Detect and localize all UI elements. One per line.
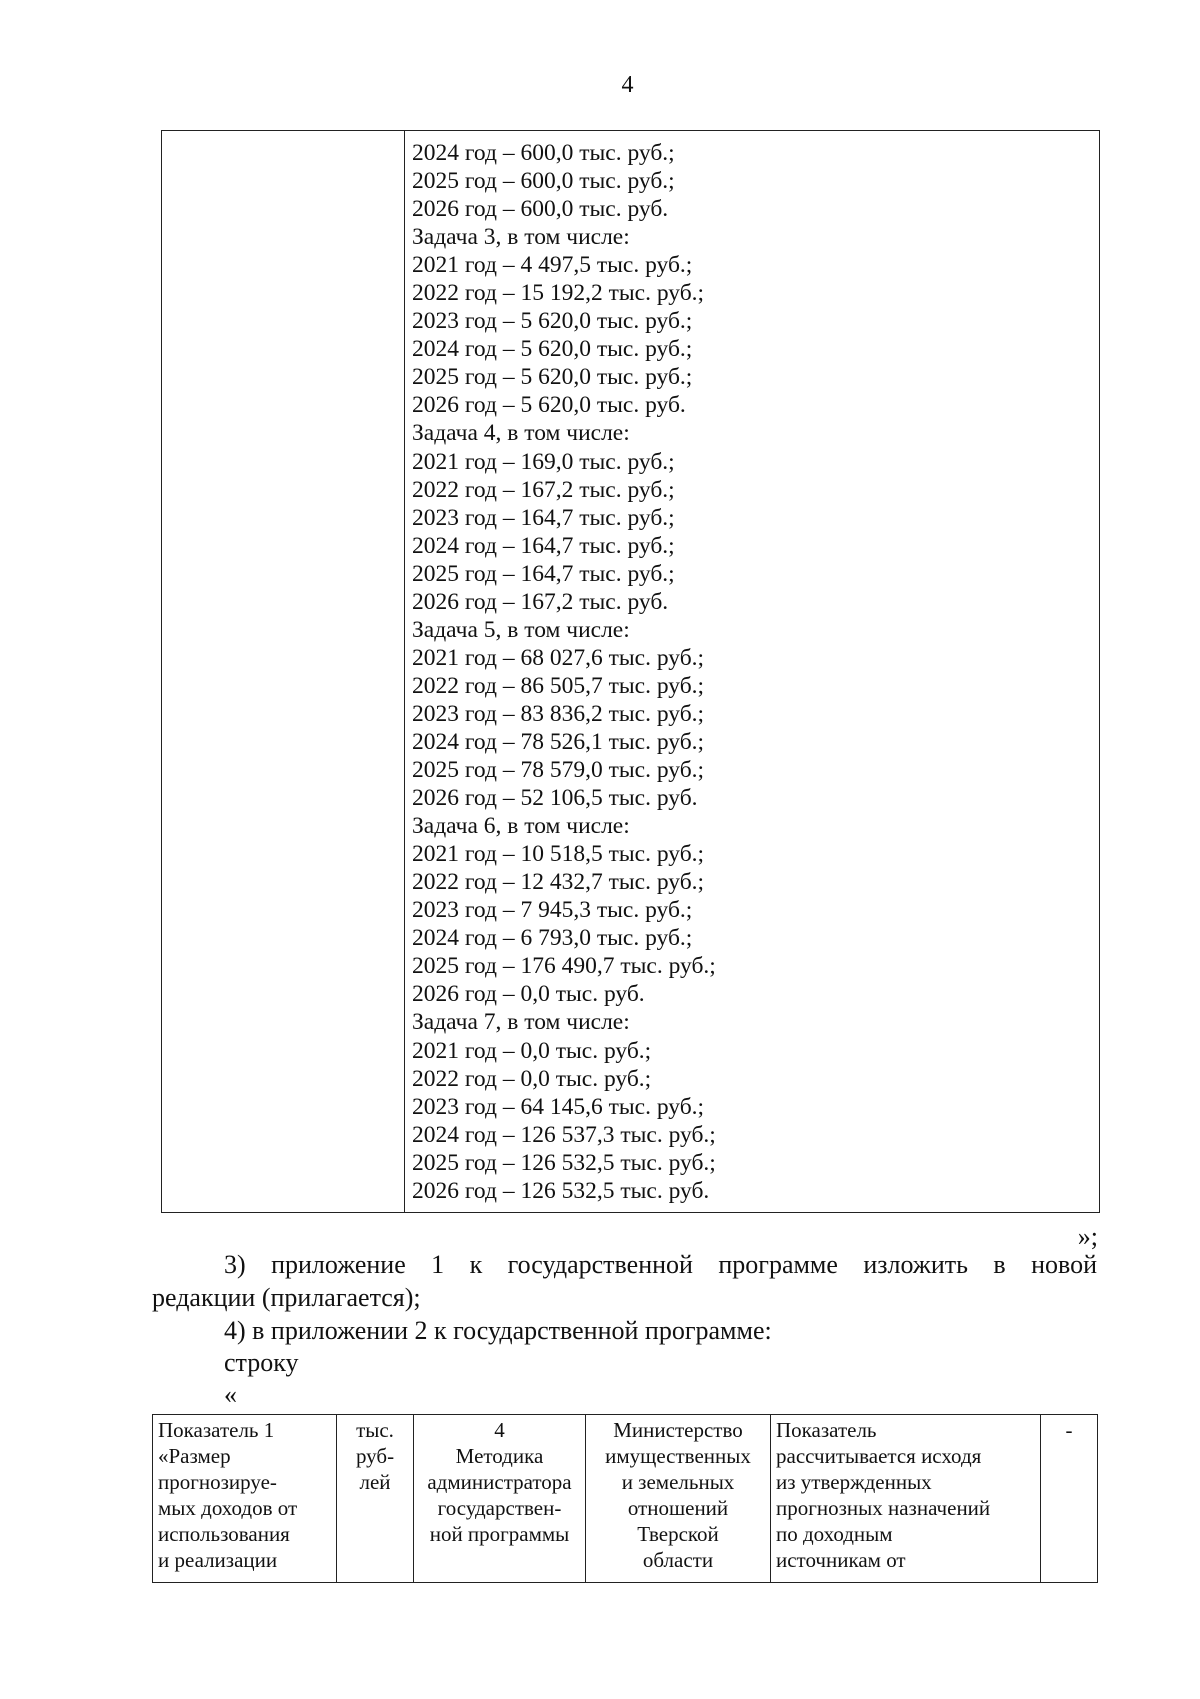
task-heading: Задача 4, в том числе: [412,420,630,447]
funding-line: 2024 год – 600,0 тыс. руб.; [412,140,675,166]
indicator-name-cell [153,1415,337,1583]
task-heading: Задача 7, в том числе: [412,1009,630,1036]
funding-line: 2025 год – 600,0 тыс. руб.; [412,168,675,195]
funding-line: 2026 год – 52 106,5 тыс. руб. [412,785,698,812]
cell-line: из утвержденных [776,1470,932,1494]
cell-line: администратора [427,1470,572,1494]
funding-line: 2025 год – 164,7 тыс. руб.; [412,560,675,587]
cell-line: прогнозных назначений [776,1496,991,1520]
cell-line: отношений [627,1496,729,1520]
funding-line: 2023 год – 164,7 тыс. руб.; [412,504,675,531]
task-heading: Задача 6, в том числе: [412,813,630,840]
funding-line: 2023 год – 83 836,2 тыс. руб.; [412,700,705,727]
cell-line: тыс. [356,1418,394,1442]
cell-line: Тверской [637,1522,719,1546]
calculation-cell [771,1415,1041,1583]
cell-line: ной программы [429,1522,570,1546]
funding-line: 2021 год – 0,0 тыс. руб.; [412,1037,652,1064]
paragraph-3-line-1: 3) приложение 1 к государственной программе изложить в новой [224,1250,1097,1279]
ministry-cell [586,1415,771,1583]
table-row [153,1415,1098,1583]
funding-line: 2025 год – 176 490,7 тыс. руб.; [412,953,716,980]
paragraph-5: строку [224,1348,299,1377]
cell-line: имущественных [605,1444,751,1468]
cell-line: и реализации [158,1548,278,1572]
paragraph-3-line-2: редакции (прилагается); [152,1283,421,1312]
funding-line: 2021 год – 10 518,5 тыс. руб.; [412,841,705,868]
cell-line: руб- [355,1444,395,1468]
cell-line: по доходным [776,1522,893,1546]
cell-line: Министерство [613,1418,743,1442]
cell-line: лей [359,1470,391,1494]
cell-line: источникам от [776,1548,906,1572]
funding-line: 2025 год – 78 579,0 тыс. руб.; [412,757,705,784]
funding-line: 2024 год – 164,7 тыс. руб.; [412,532,675,559]
funding-line: 2026 год – 0,0 тыс. руб. [412,981,645,1008]
funding-line: 2022 год – 0,0 тыс. руб.; [412,1065,652,1092]
cell-line: государствен- [437,1496,562,1520]
cell-line: Показатель [776,1418,877,1442]
funding-table [161,130,1100,1213]
funding-line: 2024 год – 5 620,0 тыс. руб.; [412,336,693,363]
funding-line: 2022 год – 15 192,2 тыс. руб.; [412,280,705,307]
funding-line: 2024 год – 6 793,0 тыс. руб.; [412,925,693,952]
funding-line: 2022 год – 12 432,7 тыс. руб.; [412,869,705,896]
cell-line: Методика [455,1444,544,1468]
cell-line: прогнозируе- [158,1470,277,1494]
funding-line: 2025 год – 5 620,0 тыс. руб.; [412,364,693,391]
task-heading: Задача 3, в том числе: [412,224,630,251]
funding-line: 2024 год – 78 526,1 тыс. руб.; [412,728,705,755]
cell-line: Показатель 1 [158,1418,275,1442]
dash-cell [1041,1415,1098,1583]
cell-line: мых доходов от [158,1496,298,1520]
closing-quote: »; [1077,1222,1098,1251]
funding-line: 2023 год – 5 620,0 тыс. руб.; [412,308,693,335]
funding-line: 2024 год – 126 537,3 тыс. руб.; [412,1121,716,1148]
indicator-table [152,1414,1098,1583]
funding-line: 2026 год – 167,2 тыс. руб. [412,588,669,615]
task-heading: Задача 5, в том числе: [412,616,630,643]
funding-line: 2021 год – 4 497,5 тыс. руб.; [412,252,693,279]
funding-line: 2026 год – 126 532,5 тыс. руб. [412,1177,710,1204]
cell-line: использования [158,1522,290,1546]
funding-line: 2026 год – 5 620,0 тыс. руб. [412,392,686,419]
method-cell [414,1415,586,1583]
cell-line: и земельных [621,1470,735,1494]
funding-line: 2021 год – 169,0 тыс. руб.; [412,448,675,475]
funding-line: 2023 год – 7 945,3 тыс. руб.; [412,897,693,924]
funding-line: 2021 год – 68 027,6 тыс. руб.; [412,644,705,671]
funding-line: 2022 год – 167,2 тыс. руб.; [412,476,675,503]
opening-quote: « [224,1380,237,1409]
funding-line: 2025 год – 126 532,5 тыс. руб.; [412,1149,716,1176]
page-number: 4 [621,72,634,98]
funding-line: 2022 год – 86 505,7 тыс. руб.; [412,672,705,699]
table-column-divider [404,131,405,1212]
cell-line: рассчитывается исходя [776,1444,982,1468]
cell-line: области [642,1548,714,1572]
unit-cell [337,1415,414,1583]
cell-line: «Размер [158,1444,231,1468]
funding-line: 2023 год – 64 145,6 тыс. руб.; [412,1093,705,1120]
funding-line: 2026 год – 600,0 тыс. руб. [412,196,669,223]
paragraph-4: 4) в приложении 2 к государственной программе: [224,1316,772,1345]
funding-lines-cell [412,139,716,1205]
cell-line: - [1065,1418,1073,1442]
cell-line: 4 [494,1418,505,1442]
